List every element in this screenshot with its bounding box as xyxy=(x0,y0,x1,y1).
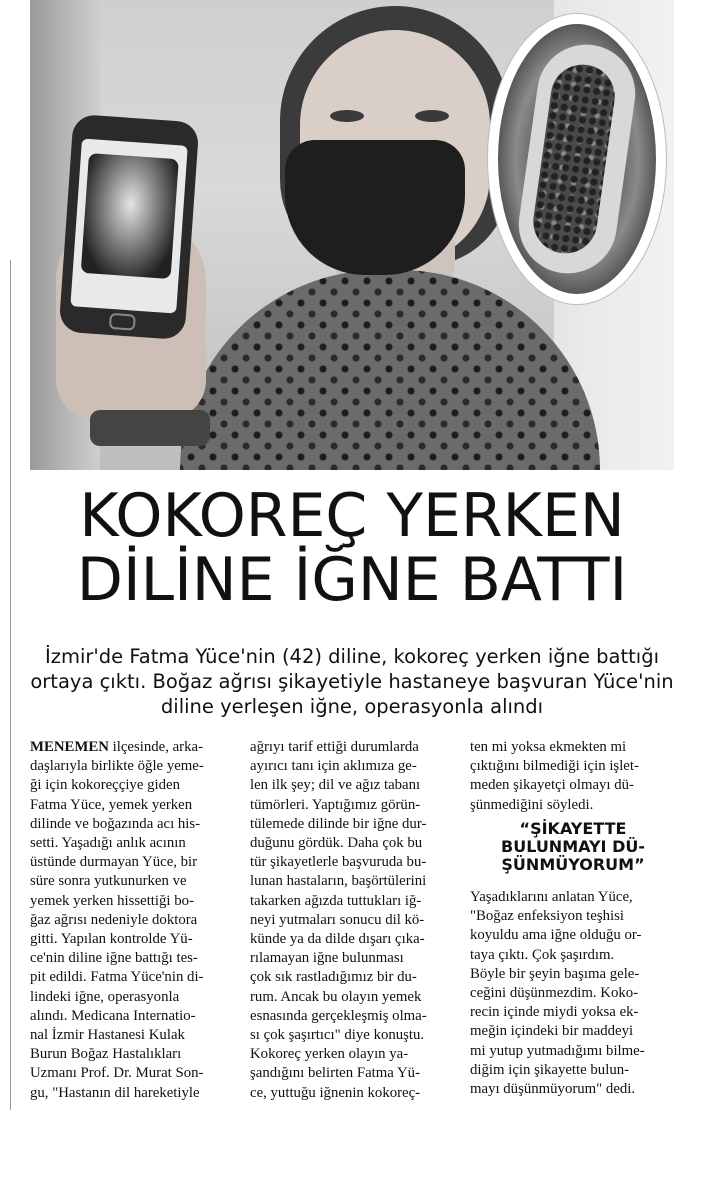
subheading: “ŞİKAYETTE BULUNMAYI DÜ- ŞÜNMÜYORUM” xyxy=(501,819,645,874)
phone-home-button xyxy=(109,313,136,331)
kokorec-inset-photo xyxy=(498,24,656,294)
column-2: ağrıyı tarif ettiği durumlarda ayırıcı tanı için aklımıza ge- len ilk şey; dil ve ağız tabanı tümörleri. Yaptığımız görün- tülemede dilinde bir iğne dur- duğunu gördük. Daha çok bu tür şikayetlerle başvuruda bu- lunan hastaların, başörtülerini takarken ağızda tuttukları iğ- neyi yutmaları sonucu dil kö- künde ya da dilde dışarı çıka- rılamayan iğne bulunması çok sık rastladığımız bir du- rum. Ancak bu olayın yemek esnasında gerçekleşmiş olma- sı çok şaşırtıcı" diye konuştu. Kokoreç yerken olayın ya- şandığını belirten Fatma Yü- ce, yuttuğu iğnenin kokoreç- xyxy=(250,739,427,1101)
headline-line-1: KOKOREÇ YERKEN xyxy=(79,481,625,551)
smartphone xyxy=(59,114,200,340)
column-3-bottom: Yaşadıklarını anlatan Yüce, "Boğaz enfeksiyon teşhisi koyuldu ama iğne olduğu or- taya çıktı. Çok şaşırdım. Böyle bir şeyin başıma gele- ceğini düşünmezdim. Koko- recin içinde miydi yoksa ek- meğin içindeki bir maddeyi mi yutup yutmadığımı bilme- diğim için şikayette bulun- mayı düşünmüyorum" dedi. xyxy=(470,889,645,1098)
headline xyxy=(30,481,674,615)
dateline: MENEMEN xyxy=(30,739,109,755)
column-1-text: ilçesinde, arka- daşlarıyla birlikte öğle yeme- ği için kokoreççiye giden Fatma Yüce, yemek yerken dilinde ve boğazında acı his- setti. Yaşadığı anlık acının üstünde durmayan Yüce, bir süre sonra yutkunurken ve yemek yerken hissettiği bo- ğaz ağrısı nedeniyle doktora gitti. Yapılan kontrolde Yü- ce'nin diline iğne battığı tes- pit edildi. Fatma Yüce'nin di- lindeki iğne, operasyonla alındı. Medicana Internatio- nal İzmir Hastanesi Kulak Burun Boğaz Hastalıkları Uzmanı Prof. Dr. Murat Son- gu, "Hastanın dil hareketiyle xyxy=(30,739,204,1101)
column-3-top: ten mi yoksa ekmekten mi çıktığını bilmediği için işlet- meden şikayetçi olmayı dü- şünmediğini söyledi. xyxy=(470,739,639,813)
article-photo xyxy=(30,0,674,470)
woman-left-eye xyxy=(330,110,364,122)
article-lead: İzmir'de Fatma Yüce'nin (42) diline, kokoreç yerken iğne battığı ortaya çıktı. Boğaz ağrısı şikayetiyle hastaneye başvuran Yüce'nin diline yerleşen iğne, operasyonla alındı xyxy=(30,645,674,718)
column-1 xyxy=(30,738,228,1103)
woman-sweater xyxy=(180,270,600,470)
wrist-watch xyxy=(90,410,210,446)
phone-screen xyxy=(70,139,187,314)
xray-image xyxy=(81,153,179,279)
headline-line-2: DİLİNE İĞNE BATTI xyxy=(76,545,628,615)
face-mask xyxy=(285,140,465,275)
woman-right-eye xyxy=(415,110,449,122)
page-edge-line xyxy=(10,260,11,1110)
